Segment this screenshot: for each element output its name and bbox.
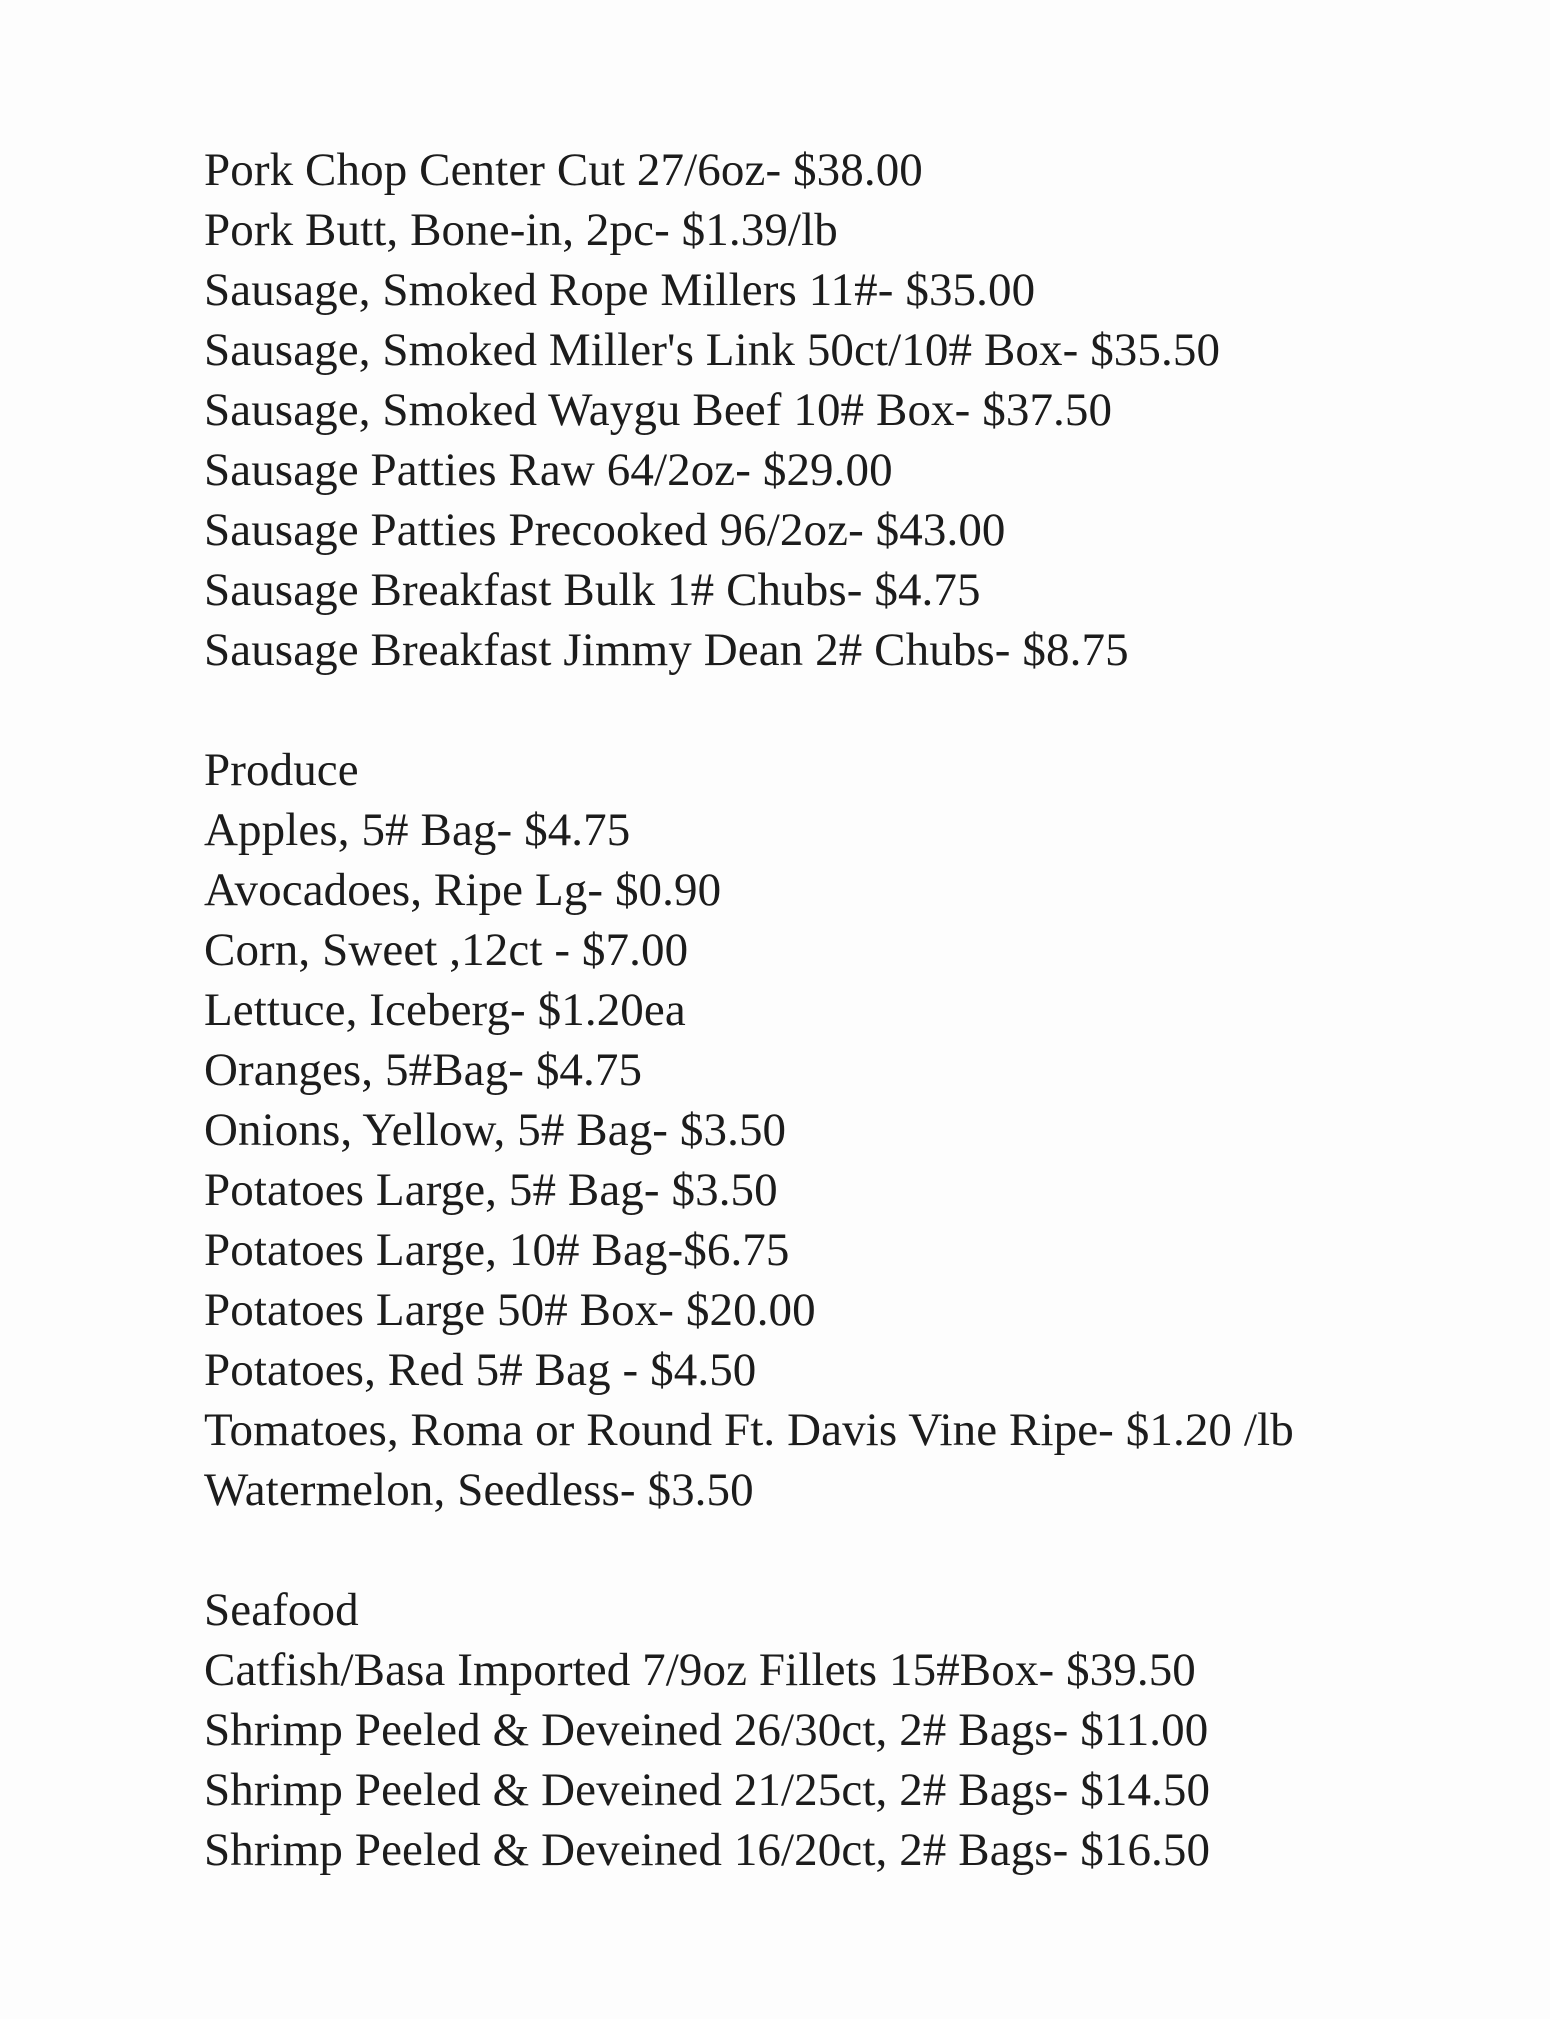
list-item: Onions, Yellow, 5# Bag- $3.50	[204, 1104, 787, 1156]
list-item: Avocadoes, Ripe Lg- $0.90	[204, 864, 722, 916]
seafood-heading: Seafood	[204, 1584, 359, 1636]
list-item: Potatoes Large, 5# Bag- $3.50	[204, 1164, 778, 1216]
list-item: Shrimp Peeled & Deveined 26/30ct, 2# Bags- $11.00	[204, 1704, 1209, 1756]
list-item: Sausage, Smoked Rope Millers 11#- $35.00	[204, 264, 1036, 316]
seafood-section	[204, 1580, 1504, 1880]
list-item: Oranges, 5#Bag- $4.75	[204, 1044, 643, 1096]
list-item: Sausage Patties Precooked 96/2oz- $43.00	[204, 504, 1006, 556]
price-list-content	[204, 140, 1504, 1880]
list-item: Sausage Breakfast Bulk 1# Chubs- $4.75	[204, 564, 981, 616]
produce-section	[204, 740, 1504, 1520]
list-item: Sausage Patties Raw 64/2oz- $29.00	[204, 444, 893, 496]
list-item: Lettuce, Iceberg- $1.20ea	[204, 984, 686, 1036]
list-item: Potatoes, Red 5# Bag - $4.50	[204, 1344, 757, 1396]
list-item: Shrimp Peeled & Deveined 21/25ct, 2# Bags- $14.50	[204, 1764, 1211, 1816]
list-item: Pork Butt, Bone-in, 2pc- $1.39/lb	[204, 204, 838, 256]
list-item: Pork Chop Center Cut 27/6oz- $38.00	[204, 144, 923, 196]
list-item: Apples, 5# Bag- $4.75	[204, 804, 631, 856]
list-item: Sausage, Smoked Miller's Link 50ct/10# Box- $35.50	[204, 324, 1221, 376]
section-spacer	[204, 1520, 1504, 1580]
section-spacer	[204, 680, 1504, 740]
pork-sausage-list	[204, 140, 1504, 680]
list-item: Sausage, Smoked Waygu Beef 10# Box- $37.50	[204, 384, 1113, 436]
list-item: Catfish/Basa Imported 7/9oz Fillets 15#Box- $39.50	[204, 1644, 1196, 1696]
produce-heading: Produce	[204, 744, 359, 796]
list-item: Potatoes Large 50# Box- $20.00	[204, 1284, 816, 1336]
list-item: Potatoes Large, 10# Bag-$6.75	[204, 1224, 790, 1276]
list-item: Tomatoes, Roma or Round Ft. Davis Vine Ripe- $1.20 /lb	[204, 1404, 1294, 1456]
list-item: Sausage Breakfast Jimmy Dean 2# Chubs- $8.75	[204, 624, 1129, 676]
list-item: Shrimp Peeled & Deveined 16/20ct, 2# Bags- $16.50	[204, 1824, 1211, 1876]
list-item: Corn, Sweet ,12ct - $7.00	[204, 924, 689, 976]
list-item: Watermelon, Seedless- $3.50	[204, 1464, 754, 1516]
